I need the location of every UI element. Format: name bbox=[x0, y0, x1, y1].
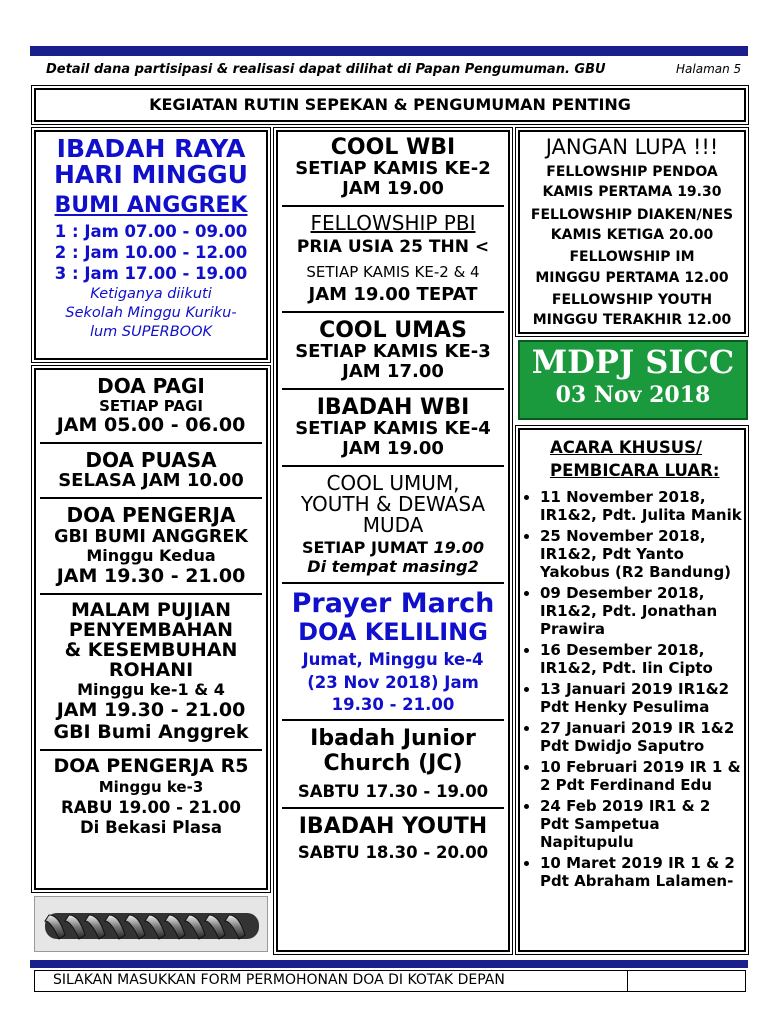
cool-umas-sub: SETIAP KAMIS KE-3 bbox=[295, 341, 491, 363]
mdpj-banner bbox=[518, 340, 748, 420]
youth-title: IBADAH YOUTH bbox=[298, 813, 488, 839]
doa-r5-section bbox=[36, 757, 266, 836]
ibadah-note-2: Sekolah Minggu Kuriku- bbox=[65, 304, 237, 321]
prayer-march-section bbox=[278, 587, 508, 714]
rope-decoration bbox=[34, 896, 268, 952]
doa-puasa-title: DOA PUASA bbox=[85, 447, 217, 472]
divider bbox=[282, 719, 504, 721]
ibadah-wbi-section bbox=[278, 396, 508, 459]
mdpj-title: MDPJ SICC bbox=[531, 343, 735, 381]
prayer-march-title: Prayer March bbox=[291, 587, 495, 619]
header-note: Detail dana partisipasi & realisasi dapat dilihat di Papan Pengumuman. GBU bbox=[46, 62, 606, 77]
cool-umum-place: Di tempat masing2 bbox=[307, 556, 479, 576]
malam-pujian-time: JAM 19.30 - 21.00 bbox=[56, 699, 246, 722]
list-item: • 16 Desember 2018, IR1&2, Pdt. Iin Cipto bbox=[540, 641, 744, 677]
bottom-bar bbox=[30, 960, 748, 968]
cool-umas-section bbox=[278, 319, 508, 382]
doa-pengerja-title: DOA PENGERJA bbox=[66, 502, 236, 527]
doa-box bbox=[34, 368, 268, 890]
ibadah-time-2: 2 : Jam 10.00 - 12.00 bbox=[54, 243, 248, 263]
cool-umum-schedule bbox=[278, 540, 508, 557]
jl-item-3-b: MINGGU PERTAMA 12.00 bbox=[535, 269, 729, 286]
junior-time: SABTU 17.30 - 19.00 bbox=[297, 782, 489, 802]
prayer-march-sub: DOA KELILING bbox=[298, 618, 488, 647]
divider bbox=[282, 311, 504, 313]
cool-umum-time: 19.00 bbox=[433, 538, 485, 558]
ibadah-raya-box bbox=[34, 130, 268, 360]
jl-item-3-a: FELLOWSHIP IM bbox=[569, 249, 695, 266]
malam-pujian-place: GBI Bumi Anggrek bbox=[53, 721, 249, 744]
doa-puasa-time: SELASA JAM 10.00 bbox=[58, 469, 244, 491]
divider bbox=[40, 749, 262, 751]
fellowship-pbi-title: FELLOWSHIP PBI bbox=[310, 210, 476, 235]
malam-pujian-day: Minggu ke-1 & 4 bbox=[77, 680, 225, 700]
cool-umum-l3: MUDA bbox=[362, 513, 424, 538]
youth-time: SABTU 18.30 - 20.00 bbox=[297, 842, 489, 862]
ibadah-wbi-title: IBADAH WBI bbox=[316, 395, 470, 421]
junior-section bbox=[278, 727, 508, 801]
doa-pengerja-section bbox=[36, 502, 266, 587]
cool-umas-title: COOL UMAS bbox=[319, 318, 467, 344]
divider bbox=[282, 465, 504, 467]
ibadah-time-3: 3 : Jam 17.00 - 19.00 bbox=[54, 264, 248, 284]
malam-pujian-l1: MALAM PUJIAN bbox=[70, 598, 232, 621]
prayer-march-l1: Jumat, Minggu ke-4 bbox=[302, 650, 484, 670]
list-item: • 27 Januari 2019 IR 1&2 Pdt Dwidjo Saputro bbox=[540, 719, 744, 755]
footer-text: SILAKAN MASUKKAN FORM PERMOHONAN DOA DI KOTAK DEPAN bbox=[53, 972, 505, 988]
malam-pujian-l2: PENYEMBAHAN bbox=[68, 618, 234, 641]
divider bbox=[282, 388, 504, 390]
acara-box bbox=[518, 428, 746, 952]
malam-pujian-l4: ROHANI bbox=[108, 658, 194, 681]
cool-umum-l1: COOL UMUM, bbox=[326, 471, 460, 496]
ibadah-note-1: Ketiganya diikuti bbox=[90, 285, 212, 302]
fellowship-pbi-l2: SETIAP KAMIS KE-2 & 4 bbox=[306, 262, 480, 281]
ibadah-time-1: 1 : Jam 07.00 - 09.00 bbox=[54, 221, 248, 241]
rope-icon bbox=[35, 897, 269, 953]
youth-section bbox=[278, 815, 508, 861]
doa-pengerja-time: JAM 19.30 - 21.00 bbox=[56, 564, 246, 587]
footer-box bbox=[34, 970, 746, 992]
prayer-march-l3: 19.30 - 21.00 bbox=[331, 694, 455, 714]
list-item: • 10 Februari 2019 IR 1 & 2 Pdt Ferdinand Edu bbox=[540, 758, 744, 794]
divider bbox=[40, 497, 262, 499]
acara-title1: ACARA KHUSUS/ bbox=[550, 438, 703, 457]
cool-umas-time: JAM 17.00 bbox=[342, 361, 444, 383]
divider bbox=[40, 442, 262, 444]
jl-item-4-a: FELLOWSHIP YOUTH bbox=[551, 291, 713, 308]
divider bbox=[282, 582, 504, 584]
list-item: • 10 Maret 2019 IR 1 & 2 Pdt Abraham Lalamen- bbox=[540, 854, 744, 890]
jangan-lupa-list bbox=[520, 162, 744, 330]
acara-title2: PEMBICARA LUAR: bbox=[550, 461, 720, 481]
jangan-lupa-title: JANGAN LUPA !!! bbox=[545, 135, 719, 159]
list-item: • 25 November 2018, IR1&2, Pdt Yanto Yakobus (R2 Bandung) bbox=[540, 527, 744, 581]
doa-pengerja-sub: GBI BUMI ANGGREK bbox=[54, 526, 248, 547]
cool-umum-day: SETIAP JUMAT bbox=[301, 538, 434, 558]
doa-pengerja-day: Minggu Kedua bbox=[86, 545, 216, 565]
doa-r5-day: Minggu ke-3 bbox=[98, 778, 204, 797]
fellowship-pbi-time: JAM 19.00 TEPAT bbox=[308, 284, 478, 306]
junior-l1: Ibadah Junior bbox=[310, 726, 476, 752]
jl-item-1-b: KAMIS PERTAMA 19.30 bbox=[542, 184, 722, 201]
prayer-march-l2: (23 Nov 2018) Jam bbox=[307, 672, 479, 692]
ibadah-raya-title1: IBADAH RAYA bbox=[56, 134, 246, 163]
list-item: • 13 Januari 2019 IR1&2 Pdt Henky Pesulima bbox=[540, 680, 744, 716]
acara-list bbox=[520, 488, 744, 890]
ibadah-wbi-time: JAM 19.00 bbox=[342, 438, 444, 460]
ibadah-wbi-sub: SETIAP KAMIS KE-4 bbox=[295, 418, 491, 440]
doa-pagi-title: DOA PAGI bbox=[97, 374, 205, 398]
jl-item-2-b: KAMIS KETIGA 20.00 bbox=[550, 226, 714, 243]
list-item: • 24 Feb 2019 IR1 & 2 Pdt Sampetua Napitupulu bbox=[540, 797, 744, 851]
cool-wbi-section bbox=[278, 136, 508, 199]
junior-l2: Church (JC) bbox=[323, 751, 463, 777]
jangan-lupa-box bbox=[518, 130, 746, 334]
acara-title bbox=[520, 436, 744, 482]
list-item: • 09 Desember 2018, IR1&2, Pdt. Jonathan Prawira bbox=[540, 584, 744, 638]
divider bbox=[282, 807, 504, 809]
malam-pujian-l3: & KESEMBUHAN bbox=[64, 638, 238, 661]
page-title-text: KEGIATAN RUTIN SEPEKAN & PENGUMUMAN PENTING bbox=[149, 95, 631, 114]
mdpj-date: 03 Nov 2018 bbox=[555, 381, 711, 408]
doa-r5-time: RABU 19.00 - 21.00 bbox=[61, 797, 241, 817]
divider bbox=[40, 593, 262, 595]
page-title bbox=[34, 88, 746, 122]
jl-item-4-b: MINGGU TERAKHIR 12.00 bbox=[532, 312, 732, 329]
fellowship-pbi-section bbox=[278, 210, 508, 306]
cool-wbi-sub: SETIAP KAMIS KE-2 bbox=[295, 158, 491, 180]
cool-wbi-title: COOL WBI bbox=[330, 135, 456, 160]
list-item: • 11 November 2018, IR1&2, Pdt. Julita Manik bbox=[540, 488, 744, 524]
page-number: Halaman 5 bbox=[676, 62, 742, 76]
doa-pagi-sub: SETIAP PAGI bbox=[99, 397, 203, 415]
top-bar bbox=[30, 46, 748, 56]
jl-item-2-a: FELLOWSHIP DIAKEN/NES bbox=[530, 206, 734, 223]
divider bbox=[282, 205, 504, 207]
doa-r5-place: Di Bekasi Plasa bbox=[79, 818, 223, 838]
fellowship-pbi-l1: PRIA USIA 25 THN < bbox=[296, 236, 490, 257]
cool-wbi-time: JAM 19.00 bbox=[342, 177, 444, 199]
cool-umum-section bbox=[278, 473, 508, 576]
footer-divider bbox=[627, 971, 628, 991]
ibadah-raya-subtitle: BUMI ANGGREK bbox=[54, 192, 248, 218]
doa-pagi-section bbox=[36, 376, 266, 436]
ibadah-note-3: lum SUPERBOOK bbox=[89, 323, 213, 340]
jl-item-1-a: FELLOWSHIP PENDOA bbox=[546, 164, 718, 181]
cool-umum-l2: YOUTH & DEWASA bbox=[300, 492, 486, 517]
middle-box bbox=[276, 130, 510, 952]
doa-r5-title: DOA PENGERJA R5 bbox=[53, 755, 249, 778]
malam-pujian-section bbox=[36, 598, 266, 744]
doa-pagi-time: JAM 05.00 - 06.00 bbox=[56, 413, 246, 436]
doa-puasa-section bbox=[36, 447, 266, 491]
ibadah-raya-title2: HARI MINGGU bbox=[54, 160, 248, 190]
